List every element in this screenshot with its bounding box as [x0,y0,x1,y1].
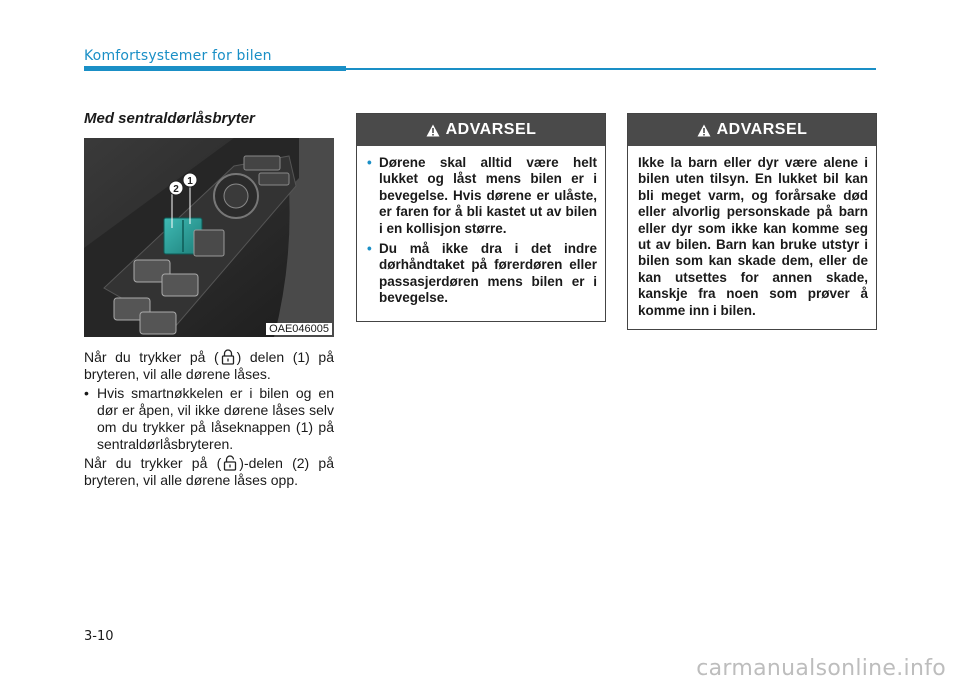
warning-item-text: Du må ikke dra i det indre dørhåndtaket på førerdøren eller passasjerdøren mens bilen er i bevegelse. [379,241,597,306]
warning-header [357,114,605,146]
paragraph-unlock [84,455,334,489]
header-title: Komfortsystemer for bilen [84,48,272,64]
door-panel-illustration [84,138,334,337]
header-rule [346,68,876,70]
warning-title: ADVARSEL [716,121,808,138]
paragraph-lock-after: ) delen (1) på bryteren, vil alle dørene låses. [84,349,334,382]
bullet-marker: • [84,385,89,401]
callout-1: 1 [187,176,193,187]
page-number: 3-10 [84,629,114,644]
lock-closed-icon [221,349,235,365]
warning-title: ADVARSEL [445,121,537,138]
warning-box-children [627,113,877,330]
paragraph-lock-before: Når du trykker på ( [84,349,219,365]
door-switch-photo [84,138,334,337]
watermark: carmanualsonline.info [696,656,946,681]
warning-triangle-icon [697,124,711,137]
lock-open-icon [223,455,237,471]
warning-header [628,114,876,146]
header-accent-bar [84,66,346,71]
warning-text: Ikke la barn eller dyr være alene i bilen uten tilsyn. En lukket bil kan bli meget varm, og forårsake død eller alvorlig personskade på barn eller dyr som ikke kan komme seg ut av bilen. Barn kan bruke utstyr i bilen som kan skade dem, eller de kan utsettes for annen skade, kanskje fra noen som prøver å komme inn i bilen. [638,155,868,318]
warning-item: • Dørene skal alltid være helt lukket og låst mens bilen er i bevegelse. Hvis dørene er ulåste, er faren for å bli kastet ut av bilen i en kollisjon større. [367,155,597,236]
paragraph-lock [84,349,334,383]
section-heading: Med sentraldørlåsbryter [84,110,255,127]
photo-code: OAE046005 [266,323,332,335]
bullet-smartkey [84,385,334,453]
paragraph-unlock-after: )-delen (2) på bryteren, vil alle dørene låses opp. [84,455,334,488]
callout-2: 2 [173,184,179,195]
warning-item: • Du må ikke dra i det indre dørhåndtaket på førerdøren eller passasjerdøren mens bilen er i bevegelse. [367,241,597,306]
bullet-smartkey-text: Hvis smartnøkkelen er i bilen og en dør er åpen, vil ikke dørene låses selv om du trykker på låseknappen (1) på sentraldørlåsbryteren. [97,385,334,452]
warning-box-doors [356,113,606,322]
warning-item-text: Dørene skal alltid være helt lukket og låst mens bilen er i bevegelse. Hvis dørene er ulåste, er faren for å bli kastet ut av bilen i en kollisjon større. [379,155,597,236]
paragraph-unlock-before: Når du trykker på ( [84,455,222,471]
warning-triangle-icon [426,124,440,137]
